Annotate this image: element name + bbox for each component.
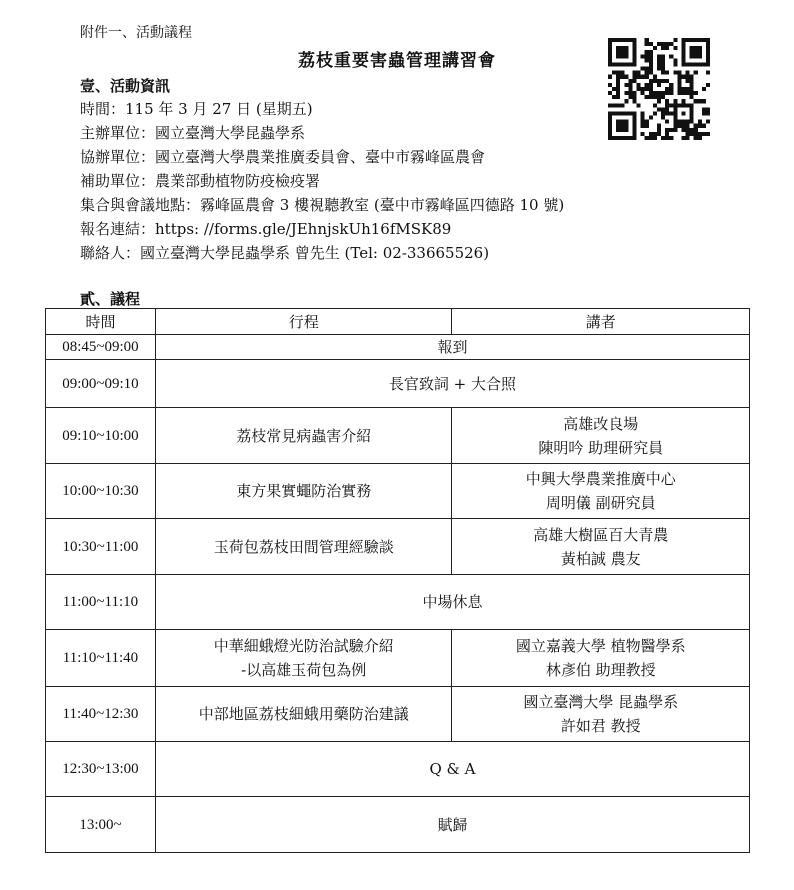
speaker-affiliation: 高雄改良場 (563, 414, 639, 433)
row-event: 中場休息 (155, 575, 749, 630)
agenda-table (45, 308, 750, 853)
row-event: 賦歸 (155, 797, 749, 853)
speaker-name: 周明儀 副研究員 (545, 494, 656, 512)
row-event: 荔枝常見病蟲害介紹 (155, 408, 452, 464)
speaker-name: 林彥伯 助理教授 (545, 661, 656, 679)
info-time: 時間：115 年 3 月 27 日 (星期五) (80, 100, 313, 118)
qr-code-icon[interactable] (608, 38, 710, 140)
table-row (46, 742, 750, 797)
row-speaker (452, 519, 750, 575)
column-header-speaker: 講者 (452, 309, 750, 335)
speaker-name: 許如君 教授 (560, 717, 641, 735)
table-row (46, 797, 750, 853)
info-sponsor: 補助單位：農業部動植物防疫檢疫署 (80, 172, 321, 190)
row-time: 10:30~11:00 (46, 519, 156, 575)
row-time: 09:10~10:00 (46, 408, 156, 464)
speaker-name: 黃柏誠 農友 (560, 549, 641, 568)
info-co-organizer: 協辦單位：國立臺灣大學農業推廣委員會、臺中市霧峰區農會 (80, 148, 486, 166)
info-venue: 集合與會議地點：霧峰區農會 3 樓視聽教室 (臺中市霧峰區四德路 10 號) (80, 196, 565, 214)
table-row (46, 519, 750, 575)
event-subtitle: -以高雄玉荷包為例 (241, 661, 367, 679)
event-title: 中華細蛾燈光防治試驗介紹 (213, 637, 394, 655)
table-row (46, 630, 750, 687)
speaker-affiliation: 國立臺灣大學 昆蟲學系 (523, 693, 679, 711)
row-event: 中部地區荔枝細蛾用藥防治建議 (155, 687, 452, 742)
row-time: 08:45~09:00 (46, 335, 156, 360)
speaker-affiliation: 國立嘉義大學 植物醫學系 (515, 637, 686, 655)
row-speaker (452, 630, 750, 687)
table-row (46, 360, 750, 408)
row-time: 10:00~10:30 (46, 464, 156, 519)
row-speaker (452, 408, 750, 464)
row-time: 09:00~09:10 (46, 360, 156, 408)
table-row (46, 335, 750, 360)
row-time: 11:40~12:30 (46, 687, 156, 742)
page-title: 荔枝重要害蟲管理講習會 (298, 51, 496, 71)
row-speaker (452, 464, 750, 519)
section-heading-info: 壹、活動資訊 (80, 77, 171, 95)
table-row (46, 464, 750, 519)
row-event: 玉荷包荔枝田間管理經驗談 (155, 519, 452, 575)
row-time: 11:00~11:10 (46, 575, 156, 630)
table-row (46, 408, 750, 464)
row-event: 報到 (155, 335, 749, 360)
section-heading-agenda: 貳、議程 (80, 290, 141, 308)
row-event: 長官致詞 + 大合照 (155, 360, 749, 408)
info-organizer: 主辦單位：國立臺灣大學昆蟲學系 (80, 124, 306, 142)
annex-label: 附件一、活動議程 (80, 25, 192, 41)
info-registration-link[interactable]: 報名連結：https: //forms.gle/JEhnjskUh16fMSK89 (80, 220, 452, 238)
row-time: 11:10~11:40 (46, 630, 156, 687)
info-contact: 聯絡人：國立臺灣大學昆蟲學系 曾先生 (Tel: 02-33665526) (80, 244, 490, 262)
table-row (46, 687, 750, 742)
speaker-name: 陳明吟 助理研究員 (538, 438, 664, 457)
row-speaker (452, 687, 750, 742)
speaker-affiliation: 中興大學農業推廣中心 (525, 470, 676, 488)
row-time: 13:00~ (46, 797, 156, 853)
row-event: 東方果實蠅防治實務 (155, 464, 452, 519)
row-event: Q & A (155, 742, 749, 797)
column-header-time: 時間 (46, 309, 156, 335)
speaker-affiliation: 高雄大樹區百大青農 (533, 525, 669, 544)
table-row (46, 575, 750, 630)
row-event (155, 630, 452, 687)
column-header-event: 行程 (155, 309, 452, 335)
agenda-header-row (46, 309, 750, 335)
row-time: 12:30~13:00 (46, 742, 156, 797)
